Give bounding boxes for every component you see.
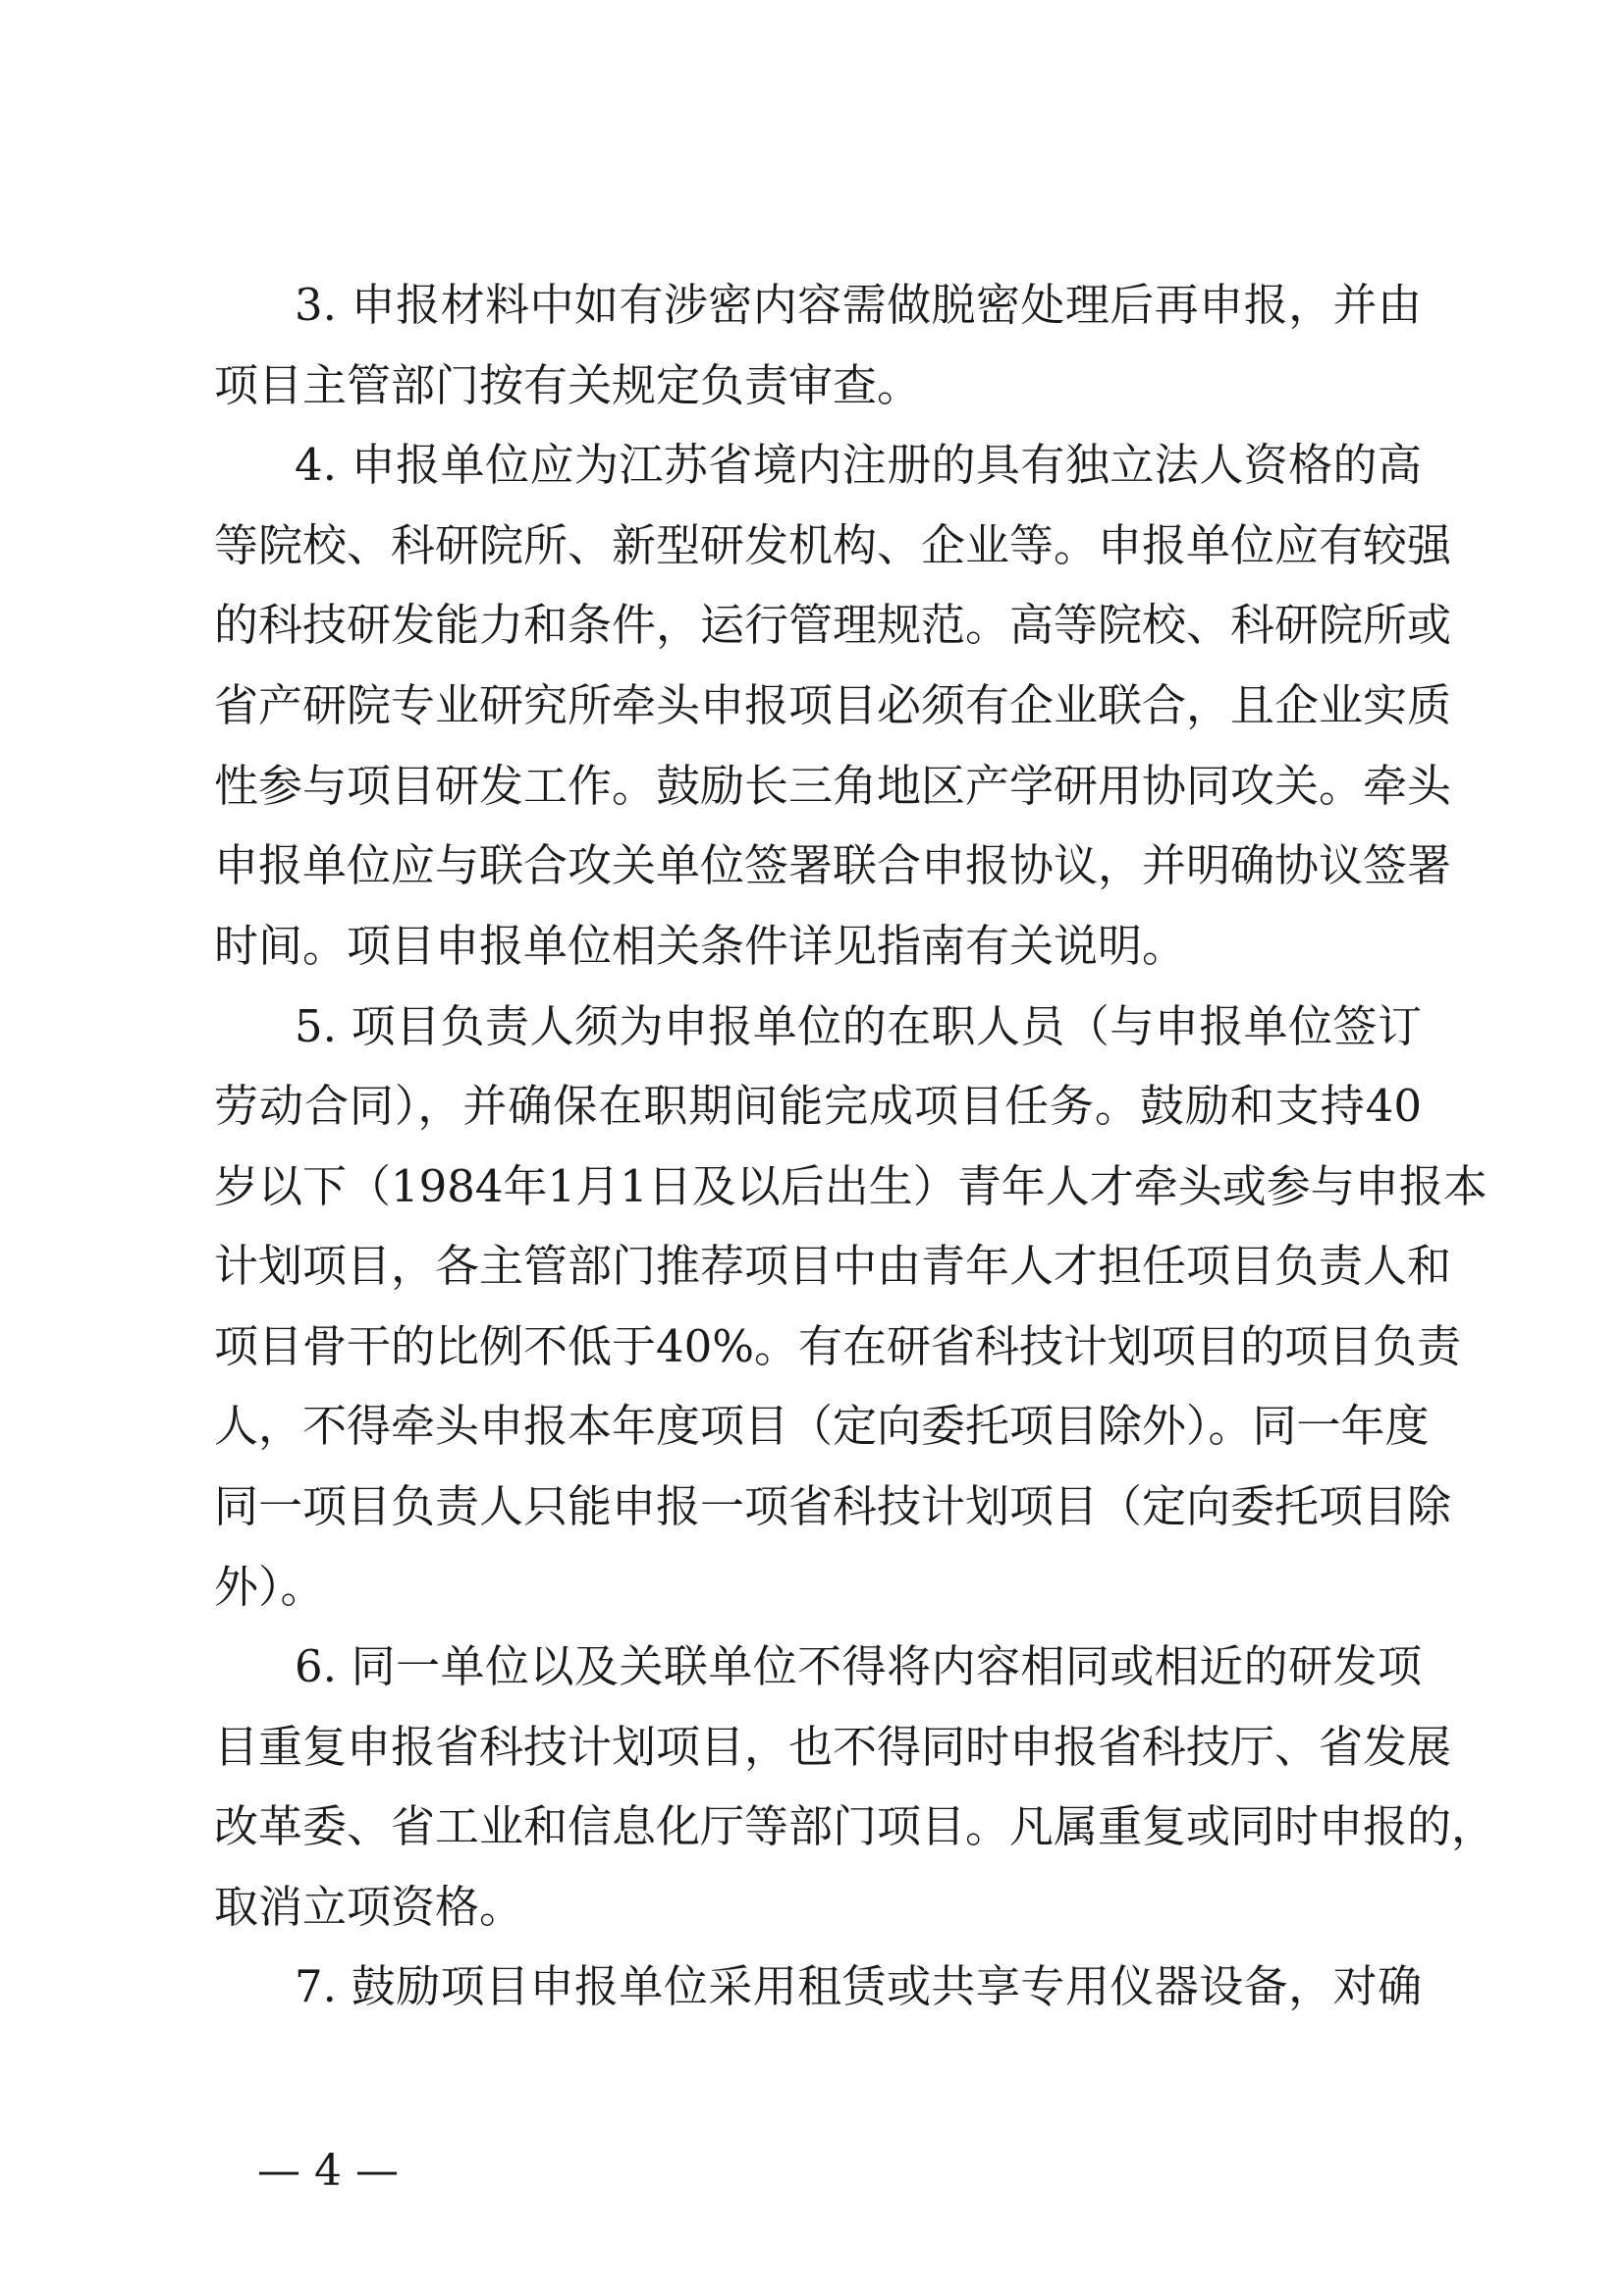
text-line: 取消立项资格。 xyxy=(214,1881,524,1933)
text-line: 3. 申报材料中如有涉密内容需做脱密处理后再申报，并由 xyxy=(295,279,1422,331)
text-line: 4. 申报单位应为江苏省境内注册的具有独立法人资格的高 xyxy=(295,439,1422,491)
text-line: 计划项目，各主管部门推荐项目中由青年人才担任项目负责人和 xyxy=(214,1240,1452,1292)
text-line: 申报单位应与联合攻关单位签署联合申报协议，并明确协议签署 xyxy=(214,839,1452,891)
text-line: 项目主管部门按有关规定负责审查。 xyxy=(214,359,922,411)
text-line: 项目骨干的比例不低于40%。有在研省科技计划项目的项目负责 xyxy=(214,1320,1462,1372)
text-line: 目重复申报省科技计划项目，也不得同时申报省科技厅、省发展 xyxy=(214,1721,1452,1773)
text-line: 人，不得牵头申报本年度项目（定向委托项目除外）。同一年度 xyxy=(214,1400,1430,1452)
text-line: 省产研院专业研究所牵头申报项目必须有企业联合，且企业实质 xyxy=(214,679,1452,731)
text-line: 性参与项目研发工作。鼓励长三角地区产学研用协同攻关。牵头 xyxy=(214,760,1452,812)
text-line: 时间。项目申报单位相关条件详见指南有关说明。 xyxy=(214,920,1187,972)
text-line: 的科技研发能力和条件，运行管理规范。高等院校、科研院所或 xyxy=(214,599,1452,651)
text-line: 改革委、省工业和信息化厅等部门项目。凡属重复或同时申报的， xyxy=(214,1800,1496,1852)
text-line: 6. 同一单位以及关联单位不得将内容相同或相近的研发项 xyxy=(295,1640,1422,1692)
text-line: 外）。 xyxy=(214,1561,325,1613)
page-number: — 4 — xyxy=(257,2146,399,2196)
text-line: 岁以下（1984年1月1日及以后出生）青年人才牵头或参与申报本 xyxy=(214,1160,1488,1212)
text-line: 7. 鼓励项目申报单位采用租赁或共享专用仪器设备，对确 xyxy=(295,1960,1422,2012)
text-line: 同一项目负责人只能申报一项省科技计划项目（定向委托项目除 xyxy=(214,1480,1452,1532)
text-line: 等院校、科研院所、新型研发机构、企业等。申报单位应有较强 xyxy=(214,519,1452,571)
text-line: 劳动合同），并确保在职期间能完成项目任务。鼓励和支持40 xyxy=(214,1080,1422,1132)
text-line: 5. 项目负责人须为申报单位的在职人员（与申报单位签订 xyxy=(295,1000,1422,1052)
